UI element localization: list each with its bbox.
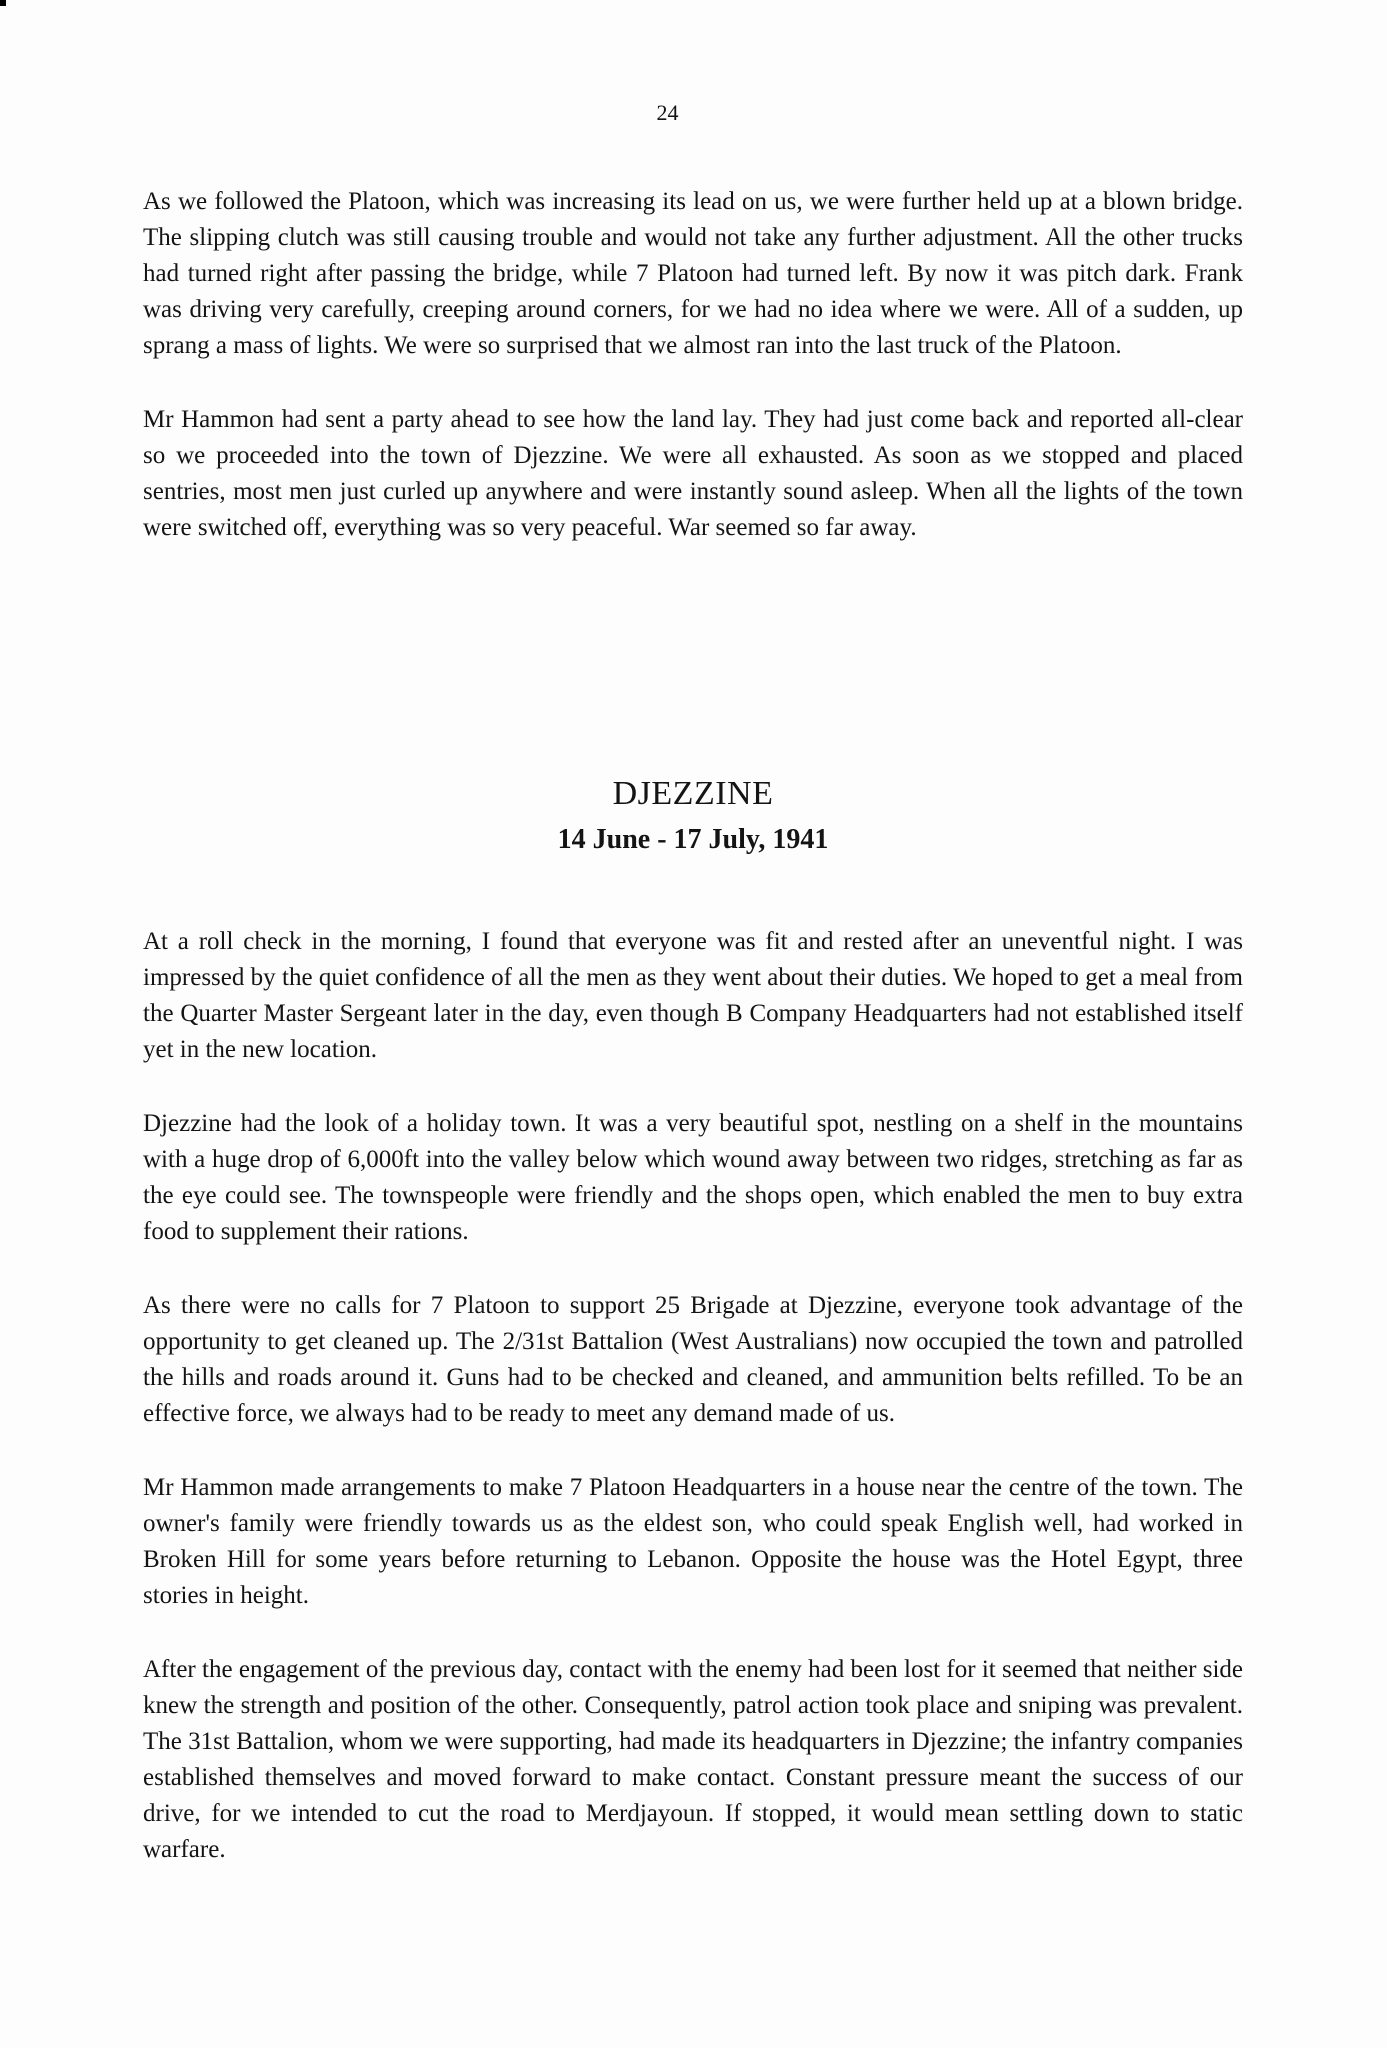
section-heading (143, 772, 1243, 860)
paragraph: At a roll check in the morning, I found that everyone was fit and rested after an uneventful night. I was impressed by the quiet confidence of all the men as they went about their duties. We hoped to get a meal from the Quarter Master Sergeant later in the day, even though B Company Headquarters had not established itself yet in the new location. (143, 928, 1243, 1063)
section-dates: 14 June - 17 July, 1941 (557, 824, 829, 855)
section-title: DJEZZINE (612, 775, 774, 812)
page-number: 24 (656, 100, 679, 125)
paragraph: After the engagement of the previous day, contact with the enemy had been lost for it seemed that neither side knew the strength and position of the other. Consequently, patrol action took place and sniping was prevalent. The 31st Battalion, whom we were supporting, had made its headquarters in Djezzine; the infantry companies established themselves and moved forward to make contact. Constant pressure meant the success of our drive, for we intended to cut the road to Merdjayoun. If stopped, it would mean settling down to static warfare. (143, 1656, 1243, 1863)
paragraph: Djezzine had the look of a holiday town. It was a very beautiful spot, nestling on a shelf in the mountains with a huge drop of 6,000ft into the valley below which wound away between two ridges, stretching as far as the eye could see. The townspeople were friendly and the shops open, which enabled the men to buy extra food to supplement their rations. (143, 1110, 1243, 1245)
paragraph: Mr Hammon had sent a party ahead to see how the land lay. They had just come back and reported all-clear so we proceeded into the town of Djezzine. We were all exhausted. As soon as we stopped and placed sentries, most men just curled up anywhere and were instantly sound asleep. When all the lights of the town were switched off, everything was so very peaceful. War seemed so far away. (143, 406, 1243, 541)
paragraph: As we followed the Platoon, which was increasing its lead on us, we were further held up at a blown bridge. The slipping clutch was still causing trouble and would not take any further adjustment. All the other trucks had turned right after passing the bridge, while 7 Platoon had turned left. By now it was pitch dark. Frank was driving very carefully, creeping around corners, for we had no idea where we were. All of a sudden, up sprang a mass of lights. We were so surprised that we almost ran into the last truck of the Platoon. (143, 188, 1243, 359)
scan-corner-mark (0, 0, 6, 6)
paragraph: As there were no calls for 7 Platoon to support 25 Brigade at Djezzine, everyone took advantage of the opportunity to get cleaned up. The 2/31st Battalion (West Australians) now occupied the town and patrolled the hills and roads around it. Guns had to be checked and cleaned, and ammunition belts refilled. To be an effective force, we always had to be ready to meet any demand made of us. (143, 1292, 1243, 1427)
paragraph: Mr Hammon made arrangements to make 7 Platoon Headquarters in a house near the centre of the town. The owner's family were friendly towards us as the eldest son, who could speak English well, had worked in Broken Hill for some years before returning to Lebanon. Opposite the house was the Hotel Egypt, three stories in height. (143, 1474, 1243, 1609)
section-text-block (143, 924, 1243, 1868)
intro-text-block (143, 184, 1243, 546)
